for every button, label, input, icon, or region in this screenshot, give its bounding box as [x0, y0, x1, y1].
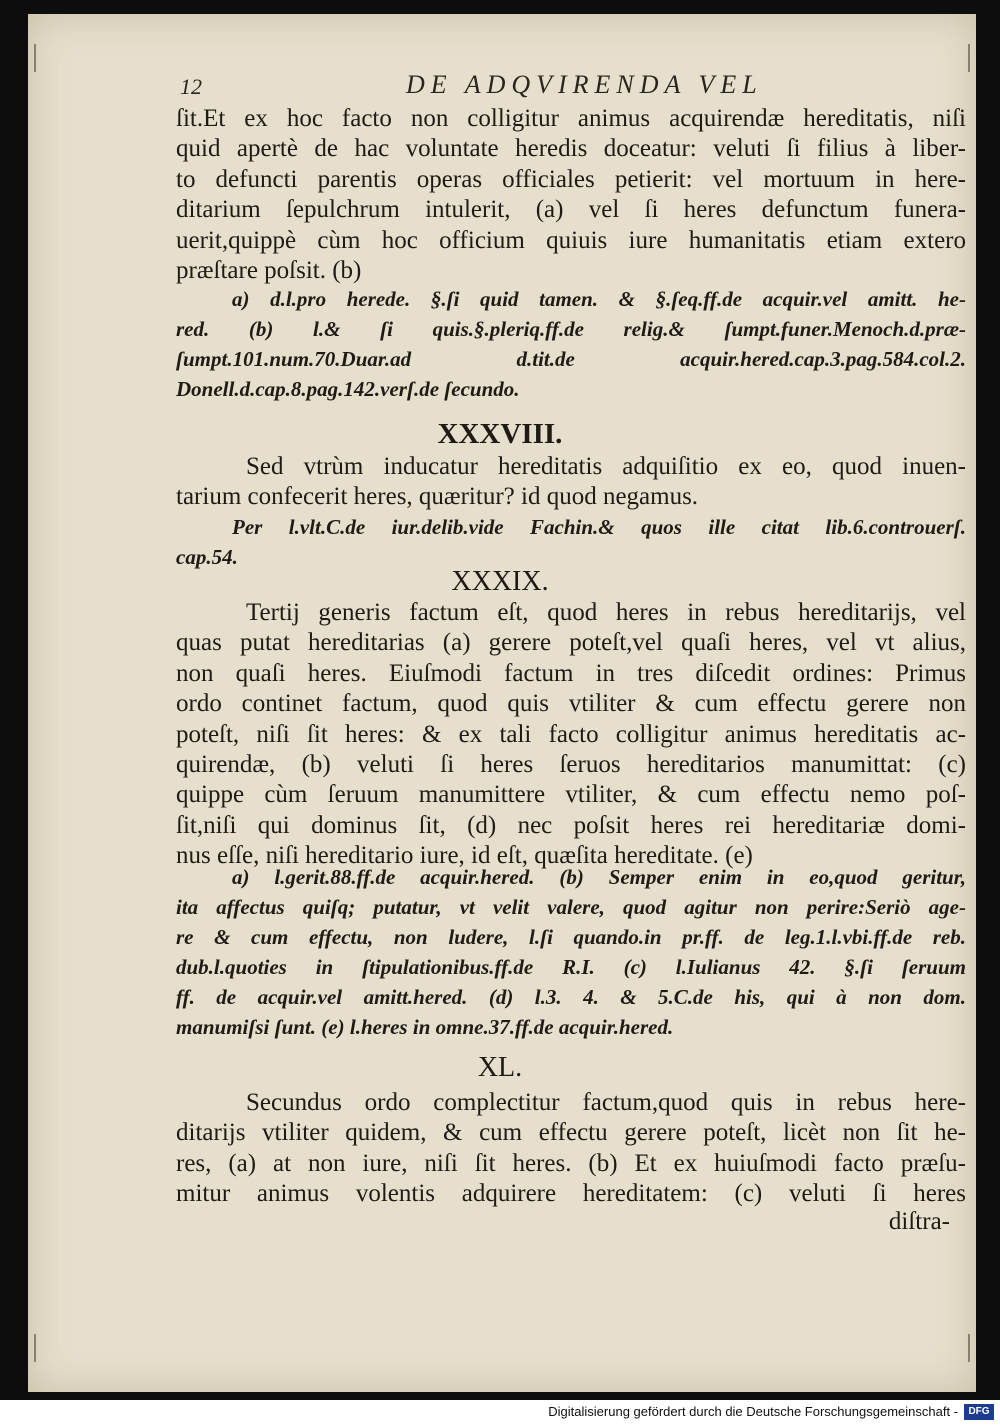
paragraph-block-1 [176, 104, 966, 286]
footnotes-1 [176, 284, 966, 404]
footnotes-2 [176, 512, 966, 572]
running-head: DE ADQVIRENDA VEL [406, 70, 763, 99]
note-line: manumiſsi ſunt. (e) l.heres in omne.37.ff.de acquir.hered. [176, 1015, 674, 1039]
paragraph-block-4 [176, 1088, 966, 1210]
catchword: diſtra- [888, 1208, 950, 1235]
text-line: tarium confecerit heres, quæritur? id quod negamus. [176, 483, 699, 511]
text-line: ditarijs vtiliter quidem, & cum effectu gerere poteſt, licèt non ſit he- [176, 1119, 966, 1147]
text-line: quas putat hereditarias (a) gerere poteſt,vel quaſi heres, vel vt alius, [176, 629, 966, 657]
section-heading-xxxix: XXXIX. [451, 566, 549, 597]
footer-bar [0, 1400, 1000, 1425]
paragraph-block-3 [176, 598, 966, 872]
note-line: re & cum effectu, non ludere, l.ſi quando.in pr.ff. de leg.1.l.vbi.ff.de reb. [176, 925, 966, 949]
text-line: ſit,niſi qui dominus ſit, (d) nec poſsit heres rei hereditariæ domi- [176, 811, 966, 839]
footnotes-3 [176, 862, 966, 1042]
section-heading-xxxviii: XXXVIII. [437, 418, 563, 450]
text-line: Tertij generis factum eſt, quod heres in rebus hereditarijs, vel [246, 599, 966, 626]
section-heading-xl: XL. [477, 1052, 523, 1083]
text-line: præſtare poſsit. (b) [176, 257, 362, 285]
note-line: a) d.l.pro herede. §.ſi quid tamen. & §.ſeq.ff.de acquir.vel amitt. he- [232, 287, 966, 311]
paragraph-block-2 [176, 452, 966, 513]
note-line: ff. de acquir.vel amitt.hered. (d) l.3. 4. & 5.C.de his, qui à non dom. [176, 985, 966, 1009]
note-line: a) l.gerit.88.ff.de acquir.hered. (b) Semper enim in eo,quod geritur, [232, 865, 966, 889]
dfg-logo: DFG [964, 1404, 994, 1420]
text-line: uerit,quippè cùm hoc officium quiuis iure humanitatis etiam extero [176, 226, 966, 254]
note-line: Donell.d.cap.8.pag.142.verſ.de ſecundo. [176, 377, 520, 401]
text-line: ordo continet factum, quod quis vtiliter & cum effectu gerere non [176, 690, 966, 718]
page-number: 12 [180, 74, 202, 99]
note-line: Per l.vlt.C.de iur.delib.vide Fachin.& quos ille citat lib.6.controuerſ. [232, 515, 966, 539]
text-line: Sed vtrùm inducatur hereditatis adquiſitio ex eo, quod inuen- [246, 453, 966, 480]
note-line: dub.l.quoties in ſtipulationibus.ff.de R.I. (c) l.Iulianus 42. §.ſi ſeruum [176, 955, 966, 979]
text-line: ſit.Et ex hoc facto non colligitur animus acquirendæ hereditatis, niſi [176, 105, 966, 132]
note-line: red. (b) l.& ſi quis.§.pleriq.ff.de relig.& ſumpt.funer.Menoch.d.præ- [176, 317, 966, 341]
text-line: nus eſſe, niſi hereditario iure, id eſt, quæſita hereditate. (e) [176, 842, 753, 870]
text-line: quirendæ, (b) veluti ſi heres ſeruos hereditarios manumittat: (c) [176, 751, 966, 779]
note-line: ſumpt.101.num.70.Duar.ad d.tit.de acquir.hered.cap.3.pag.584.col.2. [176, 347, 966, 371]
text-line: mitur animus volentis adquirere hereditatem: (c) veluti ſi heres [176, 1180, 966, 1208]
text-line: res, (a) at non iure, niſi ſit heres. (b) Et ex huiuſmodi facto præſu- [176, 1149, 966, 1177]
text-line: poteſt, niſi ſit heres: & ex tali facto colligitur animus hereditatis ac- [176, 720, 966, 748]
text-line: ditarium ſepulchrum intulerit, (a) vel ſi heres defunctum funera- [176, 196, 966, 224]
text-line: to defuncti parentis operas officiales petierit: vel mortuum in here- [176, 165, 966, 193]
text-line: non quaſi heres. Eiuſmodi factum in tres diſcedit ordines: Primus [176, 659, 966, 687]
note-line: ita affectus quiſq; putatur, vt velit valere, quod agitur non perire:Seriò age- [176, 895, 966, 919]
text-line: quid apertè de hac voluntate heredis doceatur: veluti ſi filius à liber- [176, 135, 966, 163]
text-line: Secundus ordo complectitur factum,quod quis in rebus here- [246, 1089, 966, 1116]
text-line: quippe cùm ſeruum manumittere vtiliter, & cum effectu nemo poſ- [176, 781, 966, 809]
footer-credit: Digitalisierung gefördert durch die Deutsche Forschungsgemeinschaft - [548, 1404, 958, 1419]
note-line: cap.54. [176, 545, 238, 569]
